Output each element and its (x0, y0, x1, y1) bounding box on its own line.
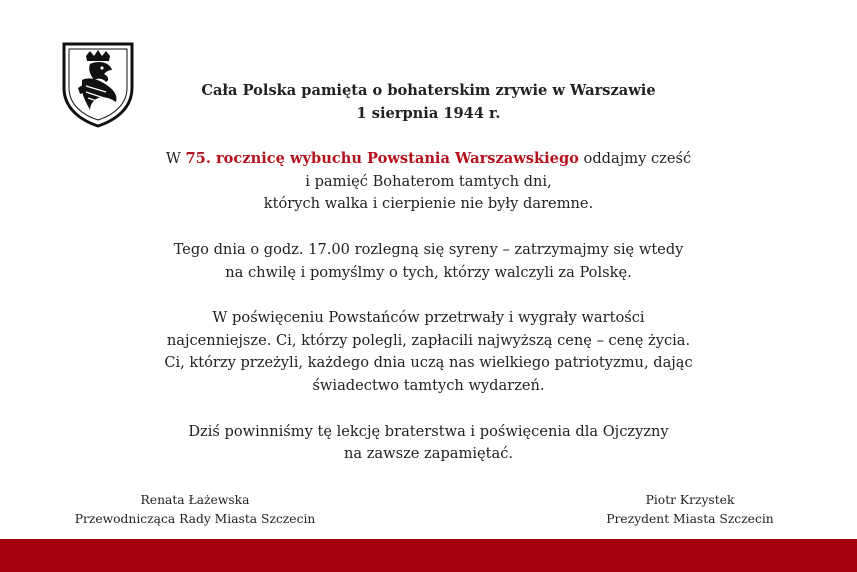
heading (60, 80, 797, 125)
paragraph-1-line-3: których walka i cierpienie nie były daremne. (263, 195, 594, 213)
paragraph-2 (60, 239, 797, 284)
paragraph-1-suffix: oddajmy cześć (578, 150, 692, 168)
signature-right-title: Prezydent Miasta Szczecin (606, 511, 774, 526)
heading-date: 1 sierpnia 1944 r. (356, 104, 501, 122)
paragraph-1-line-1 (60, 148, 797, 171)
commemoration-text (60, 80, 797, 489)
paragraph-2-line-2: na chwilę i pomyślmy o tych, którzy walczyli za Polskę. (225, 263, 632, 281)
anniversary-highlight: 75. rocznicę wybuchu Powstania Warszawskiego (185, 150, 579, 168)
paragraph-3-line-4: świadectwo tamtych wydarzeń. (312, 376, 545, 394)
signature-right (585, 491, 795, 528)
paragraph-4 (60, 421, 797, 466)
paragraph-1-line-2: i pamięć Bohaterom tamtych dni, (305, 172, 552, 190)
paragraph-2-line-1: Tego dnia o godz. 17.00 rozlegną się syreny – zatrzymajmy się wtedy (173, 240, 684, 258)
signature-left (60, 491, 330, 528)
paragraph-3-line-3: Ci, którzy przeżyli, każdego dnia uczą nas wielkiego patriotyzmu, dając (164, 354, 693, 372)
paragraph-4-line-1: Dziś powinniśmy tę lekcję braterstwa i poświęcenia dla Ojczyzny (188, 422, 669, 440)
paragraph-1-prefix: W (165, 150, 186, 168)
paragraph-3-line-2: najcenniejsze. Ci, którzy polegli, zapłacili najwyższą cenę – cenę życia. (166, 331, 691, 349)
paragraph-3-line-1: W poświęceniu Powstańców przetrwały i wygrały wartości (212, 309, 645, 327)
bottom-bar (0, 539, 857, 572)
heading-line-1: Cała Polska pamięta o bohaterskim zrywie w Warszawie (201, 82, 656, 99)
signature-left-name: Renata Łażewska (140, 493, 250, 507)
signature-right-name: Piotr Krzystek (645, 493, 735, 507)
signature-left-title: Przewodnicząca Rady Miasta Szczecin (74, 511, 316, 526)
paragraph-1 (60, 148, 797, 216)
paragraph-3 (60, 307, 797, 397)
paragraph-4-line-2: na zawsze zapamiętać. (343, 445, 514, 463)
